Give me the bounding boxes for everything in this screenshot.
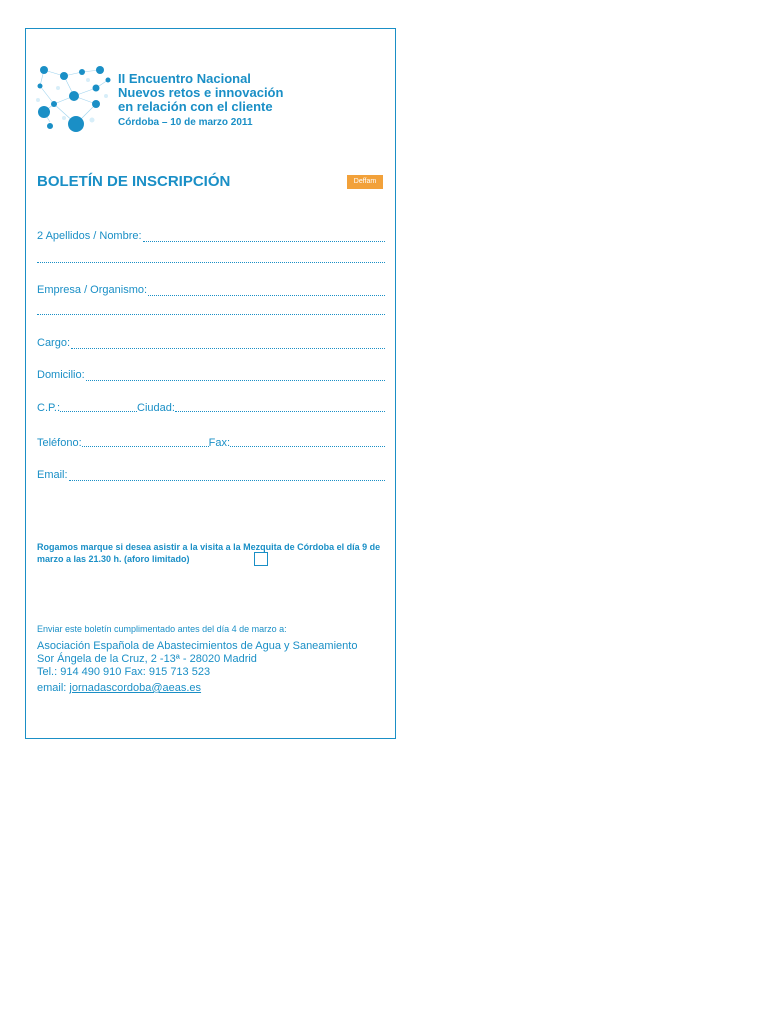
contact-phones: Tel.: 914 490 910 Fax: 915 713 523 — [37, 666, 211, 678]
postal-city-row — [37, 400, 385, 414]
company-line[interactable] — [148, 284, 385, 296]
phone-label: Teléfono: — [37, 437, 82, 449]
address-field[interactable] — [37, 369, 385, 381]
event-date: Córdoba – 10 de marzo 2011 — [118, 117, 253, 128]
city-label: Ciudad: — [137, 402, 175, 414]
phone-line[interactable] — [82, 435, 209, 447]
fax-label: Fax: — [208, 437, 231, 449]
email-field[interactable] — [37, 469, 385, 481]
position-field[interactable] — [37, 337, 385, 349]
city-line[interactable] — [175, 400, 385, 412]
name-field-continued[interactable] — [37, 251, 385, 263]
address-line[interactable] — [86, 369, 385, 381]
contact-block — [37, 640, 357, 695]
contact-email-label: email: — [37, 682, 70, 694]
send-note: Enviar este boletín cumplimentado antes del día 4 de marzo a: — [37, 624, 287, 634]
contact-organization: Asociación Española de Abastecimientos de Agua y Saneamiento — [37, 640, 358, 652]
network-logo-icon — [34, 62, 114, 138]
address-label: Domicilio: — [37, 369, 85, 381]
phone-fax-row — [37, 435, 385, 449]
form-title: BOLETÍN DE INSCRIPCIÓN — [37, 173, 231, 190]
email-label: Email: — [37, 469, 68, 481]
name-label: 2 Apellidos / Nombre: — [37, 230, 142, 242]
contact-email-link[interactable]: jornadascordoba@aeas.es — [69, 682, 202, 694]
name-line[interactable] — [143, 230, 385, 242]
company-label: Empresa / Organismo: — [37, 284, 148, 296]
contact-address: Sor Ángela de la Cruz, 2 -13ª - 28020 Madrid — [37, 653, 257, 665]
company-field-continued[interactable] — [37, 303, 385, 315]
postal-code-label: C.P.: — [37, 402, 61, 414]
event-title: II Encuentro Nacional — [118, 71, 251, 86]
company-field[interactable] — [37, 284, 385, 296]
contact-email-row — [37, 682, 357, 695]
event-header — [118, 72, 388, 130]
name-field[interactable] — [37, 230, 385, 242]
name-line-2[interactable] — [37, 251, 385, 263]
fax-line[interactable] — [230, 435, 385, 447]
company-line-2[interactable] — [37, 303, 385, 315]
event-subtitle-2: en relación con el cliente — [118, 99, 273, 114]
visit-checkbox[interactable] — [254, 552, 268, 566]
postal-code-line[interactable] — [60, 400, 137, 412]
ref-badge: Deffam — [347, 175, 383, 189]
email-line[interactable] — [69, 469, 385, 481]
event-subtitle-1: Nuevos retos e innovación — [118, 85, 284, 100]
position-line[interactable] — [71, 337, 385, 349]
position-label: Cargo: — [37, 337, 71, 349]
visit-note: Rogamos marque si desea asistir a la visita a la Mezquita de Córdoba el día 9 de marzo a las 21.30 h. (aforo limitado) — [37, 542, 381, 564]
